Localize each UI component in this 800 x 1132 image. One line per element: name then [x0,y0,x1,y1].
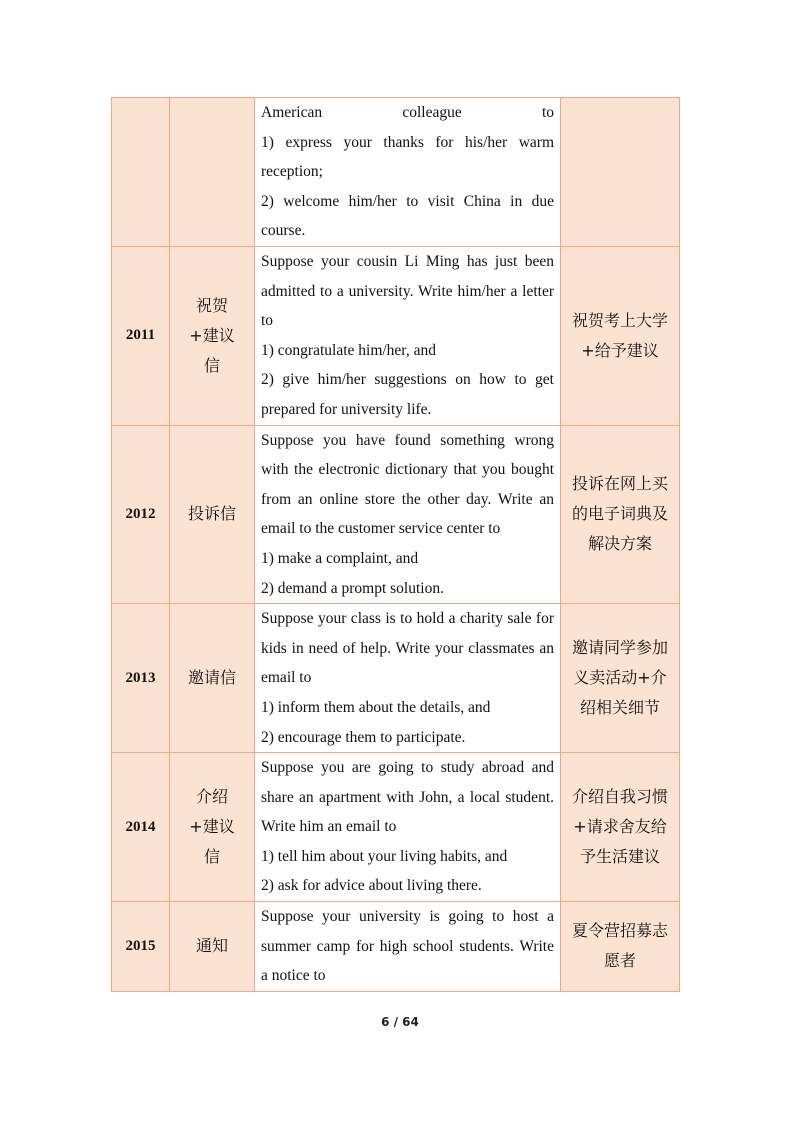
summary-cell [561,604,680,753]
task-line: 1) tell him about your living habits, and [261,847,508,865]
summary-cell [561,425,680,604]
exam-task-table [111,97,680,992]
summary-cell [561,753,680,902]
type-cell: 邀请信 [170,604,255,753]
table-row [112,425,680,604]
summary-label: 夏令营招募志愿者 [571,921,668,971]
summary-label: 介绍自我习惯+请求舍友给予生活建议 [571,787,668,867]
type-label: 介绍+建议信 [189,787,235,867]
task-line: 2) demand a prompt solution. [261,579,444,597]
task-line: prepared for university life. [261,400,432,418]
page-indicator: 6 / 64 [381,1015,419,1029]
year-cell: 2015 [112,902,170,992]
task-line: 1) express your thanks for his/her warm [261,133,554,151]
task-line: share an apartment with John, a local student. [261,788,554,806]
task-line: Suppose you are going to study abroad and [261,759,554,777]
table-row [112,753,680,902]
year-cell: 2012 [112,425,170,604]
task-line: 2) give him/her suggestions on how to get [261,371,554,389]
task-line: 1) inform them about the details, and [261,698,491,716]
task-line: a notice to [261,967,326,985]
task-line: to [261,312,274,330]
summary-cell [561,247,680,426]
task-cell [255,753,561,902]
year-cell: 2013 [112,604,170,753]
summary-label: 祝贺考上大学+给予建议 [571,310,668,360]
summary-label: 邀请同学参加义卖活动+介绍相关细节 [571,638,668,718]
task-line: from an online store the other day. Write an [261,490,554,508]
task-line: summer camp for high school students. Write [261,937,554,955]
year-cell [112,98,170,247]
year-cell: 2014 [112,753,170,902]
summary-label: 投诉在网上买的电子词典及解决方案 [571,474,668,554]
task-cell [255,98,561,247]
task-line: American colleague to [261,104,554,122]
table-row [112,902,680,992]
task-line: with the electronic dictionary that you bought [261,461,554,479]
type-cell [170,98,255,247]
task-line: 1) congratulate him/her, and [261,341,436,359]
task-line: admitted to a university. Write him/her a letter [261,282,554,300]
task-line: 2) welcome him/her to visit China in due [261,192,554,210]
year-cell: 2011 [112,247,170,426]
task-line: Suppose your cousin Li Ming has just been [261,253,554,270]
task-cell [255,425,561,604]
task-line: Write him an email to [261,818,397,836]
task-cell [255,902,561,992]
task-cell [255,247,561,426]
task-line: Suppose you have found something wrong [261,431,554,449]
task-line: Suppose your class is to hold a charity sale for [261,610,554,628]
task-line: email to the customer service center to [261,520,501,538]
table-row [112,604,680,753]
task-line: 2) ask for advice about living there. [261,877,482,895]
task-line: Suppose your university is going to host a [261,908,554,926]
task-line: 1) make a complaint, and [261,549,419,567]
table-row [112,98,680,247]
task-line: course. [261,222,306,240]
type-cell: 投诉信 [170,425,255,604]
task-line: 2) encourage them to participate. [261,728,466,746]
task-cell [255,604,561,753]
task-line: reception; [261,163,323,181]
task-line: email to [261,669,312,687]
type-cell: 通知 [170,902,255,992]
type-cell [170,247,255,426]
summary-cell [561,902,680,992]
table-row [112,247,680,426]
type-label: 祝贺+建议信 [189,295,235,375]
summary-cell [561,98,680,247]
task-line: kids in need of help. Write your classmates an [261,639,554,657]
type-cell [170,753,255,902]
